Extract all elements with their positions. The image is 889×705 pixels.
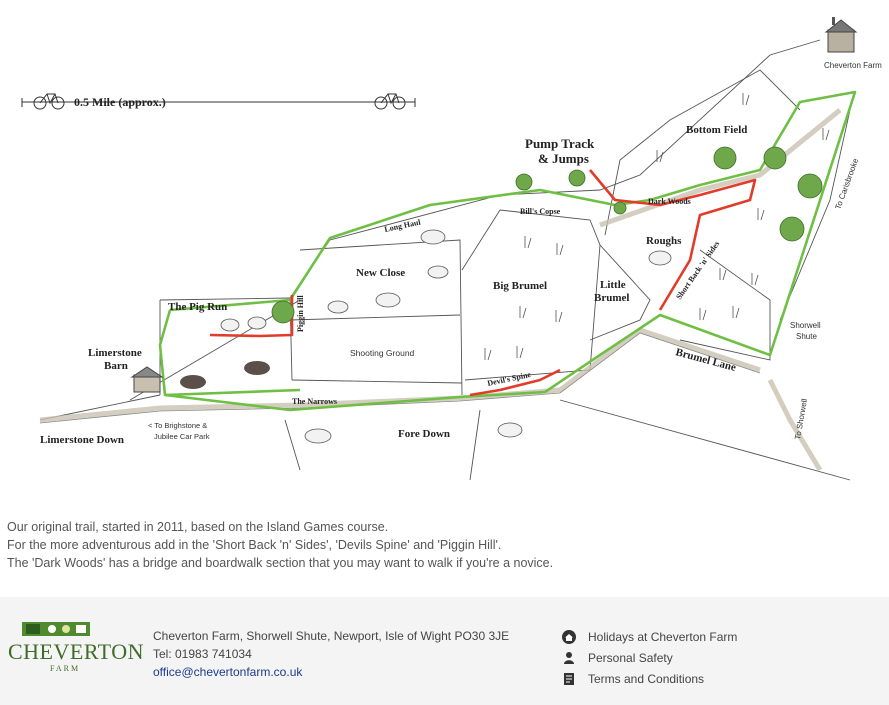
footer (0, 597, 889, 705)
reed-icons (485, 93, 829, 360)
scale-bar (22, 94, 415, 109)
label-shooting-ground: Shooting Ground (350, 348, 415, 358)
contact-details (153, 627, 509, 681)
link-label: Personal Safety (588, 650, 673, 665)
document-icon (562, 672, 576, 686)
label-long-haul: Long Haul (383, 217, 422, 234)
telephone: Tel: 01983 741034 (153, 647, 252, 661)
link-label: Holidays at Cheverton Farm (588, 629, 738, 644)
label-shorwell-shute-2: Shute (796, 332, 817, 341)
label-to-carisbrooke: To Carisbrooke (833, 157, 861, 211)
label-cheverton-farm: Cheverton Farm (824, 61, 882, 70)
link-holidays[interactable] (562, 626, 737, 647)
label-bottom-field: Bottom Field (686, 124, 748, 136)
label-shorwell-shute: Shorwell (790, 321, 821, 330)
label-the-pig-run: The Pig Run (168, 301, 228, 313)
cheverton-logo[interactable] (8, 619, 144, 679)
description-line: For the more adventurous add in the 'Short Back 'n' Sides', 'Devils Spine' and 'Piggin Hill'. (7, 538, 502, 552)
label-pump-track-jumps: & Jumps (538, 151, 589, 166)
label-roughs: Roughs (646, 235, 682, 247)
label-big-brumel: Big Brumel (493, 280, 548, 292)
logo-word: CHEVERTON (8, 639, 144, 664)
label-bills-copse: Bill's Copse (520, 207, 561, 216)
scale-label: 0.5 Mile (approx.) (74, 95, 166, 109)
email-link[interactable]: office@chevertonfarm.co.uk (153, 665, 303, 679)
label-little-brumel: Little (600, 279, 626, 291)
home-icon (562, 630, 576, 644)
label-devils-spine: Devil's Spine (486, 369, 532, 388)
pig-icons (180, 361, 270, 389)
footer-links (562, 626, 737, 689)
person-icon (562, 651, 576, 665)
label-short-back: Short Back 'n' Sides (674, 239, 722, 302)
barn-icon (132, 367, 162, 392)
label-fore-down: Fore Down (398, 428, 451, 440)
label-little-brumel-2: Brumel (594, 292, 630, 304)
label-dark-woods: Dark Woods (648, 197, 691, 206)
description-line: The 'Dark Woods' has a bridge and boardwalk section that you may want to walk if you're a novice. (7, 556, 554, 570)
farmhouse-icon (826, 17, 856, 52)
label-brumel-lane: Brumel Lane (674, 346, 738, 374)
label-jubilee-car-park: Jubilee Car Park (154, 432, 210, 441)
label-limerstone-barn: Limerstone (88, 347, 142, 359)
trail-description (7, 518, 553, 572)
label-limerstone-barn-2: Barn (104, 360, 128, 372)
logo-emblem-icon (22, 619, 92, 639)
tree-icons (272, 147, 822, 323)
link-label: Terms and Conditions (588, 671, 705, 686)
description-line: Our original trail, started in 2011, based on the Island Games course. (7, 520, 389, 534)
label-to-brighstone: < To Brighstone & (148, 421, 208, 430)
logo-sub: FARM (50, 664, 81, 673)
address: Cheverton Farm, Shorwell Shute, Newport, Isle of Wight PO30 3JE (153, 629, 510, 643)
label-piggin-hill: Piggin Hill (296, 295, 305, 332)
label-new-close: New Close (356, 267, 406, 279)
link-personal-safety[interactable] (562, 647, 737, 668)
link-terms[interactable] (562, 668, 737, 689)
label-limerstone-down: Limerstone Down (40, 434, 125, 446)
label-pump-track: Pump Track (525, 136, 595, 151)
label-the-narrows: The Narrows (292, 397, 337, 406)
label-to-shorwell: To Shorwell (793, 398, 810, 441)
